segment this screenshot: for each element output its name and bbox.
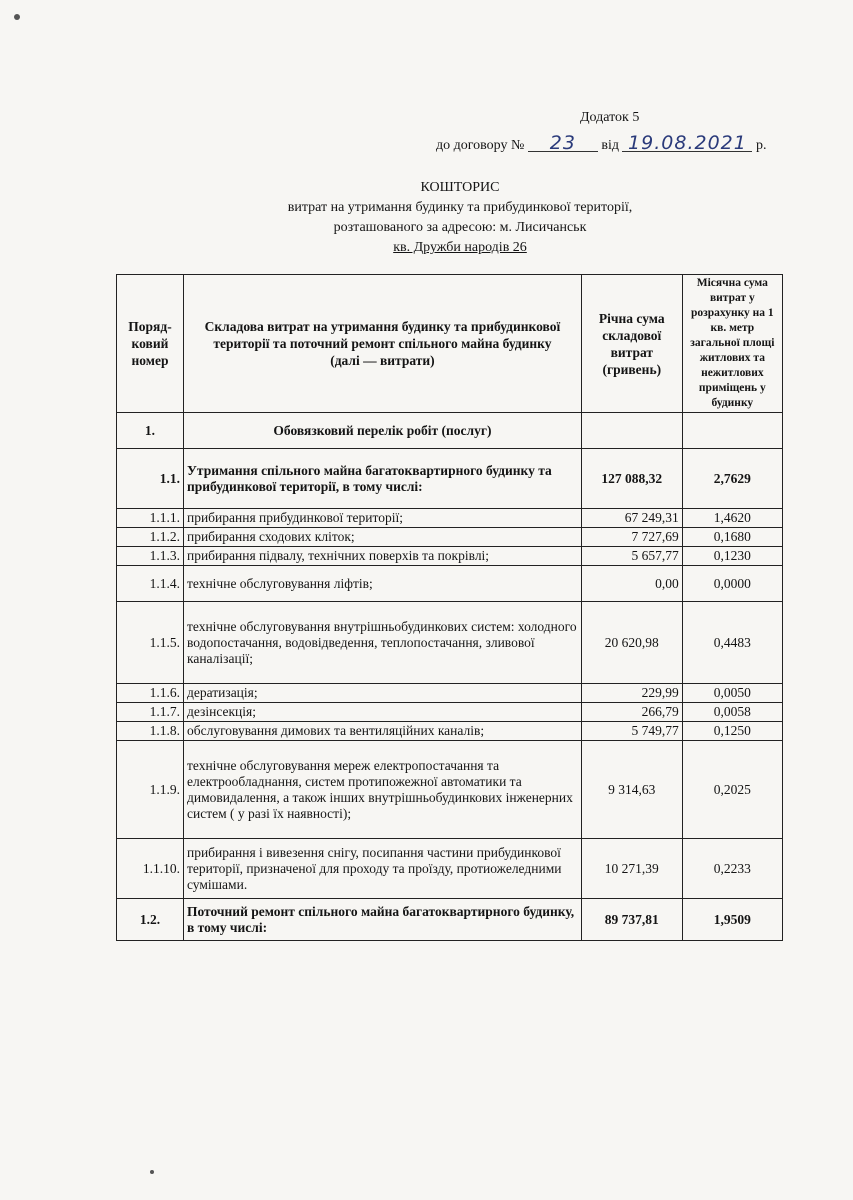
row-annual: 67 249,31 [581,509,682,528]
date-suffix: р. [755,138,767,153]
row-monthly: 2,7629 [682,449,782,509]
contract-line [436,132,767,154]
table-row [117,602,783,684]
scan-speck [150,1170,154,1174]
scan-speck [14,14,20,20]
row-annual: 9 314,63 [581,741,682,839]
row-annual: 10 271,39 [581,839,682,899]
row-monthly: 0,2233 [682,839,782,899]
row-number: 1. [117,413,184,449]
table-row [117,899,783,941]
date-prefix: від [601,138,619,153]
row-monthly: 1,4620 [682,509,782,528]
row-annual: 7 727,69 [581,528,682,547]
table-row [117,528,783,547]
row-monthly: 0,0000 [682,566,782,602]
row-description: Поточний ремонт спільного майна багатоквартирного будинку, в тому числі: [183,899,581,941]
row-number: 1.1.3. [117,547,184,566]
row-number: 1.1.9. [117,741,184,839]
table-row [117,449,783,509]
row-number: 1.1.4. [117,566,184,602]
row-description: технічне обслуговування внутрішньобудинкових систем: холодного водопостачання, водовідведення, теплопостачання, зливової каналізації; [183,602,581,684]
table-row [117,413,783,449]
row-monthly: 0,0058 [682,703,782,722]
row-description: Утримання спільного майна багатоквартирного будинку та прибудинкової території, в тому числі: [183,449,581,509]
row-monthly: 0,4483 [682,602,782,684]
row-monthly: 0,1680 [682,528,782,547]
row-annual: 266,79 [581,703,682,722]
header-description: Складова витрат на утримання будинку та прибудинкової території та поточний ремонт спільного майна будинку (далі — витрати) [183,275,581,413]
row-description: технічне обслуговування ліфтів; [183,566,581,602]
title-subline-1: витрат на утримання будинку та прибудинкової території, [287,200,633,215]
header-annual: Річна сума складової витрат (гривень) [581,275,682,413]
row-monthly: 1,9509 [682,899,782,941]
budget-table [116,274,783,941]
appendix-label: Додаток 5 [580,110,640,125]
row-monthly: 0,1250 [682,722,782,741]
table-row [117,684,783,703]
row-description: Обовязковий перелік робіт (послуг) [183,413,581,449]
row-number: 1.1.2. [117,528,184,547]
row-number: 1.1.6. [117,684,184,703]
row-monthly [682,413,782,449]
title-address [180,238,740,257]
table-row [117,703,783,722]
row-description: технічне обслуговування мереж електропостачання та електрообладнання, систем протипожежної автоматики та димовидалення, а також інших внутрішньобудинкових інженерних систем ( у разі їх наявності); [183,741,581,839]
contract-prefix: до договору № [436,138,525,153]
row-description: дезінсекція; [183,703,581,722]
table-row [117,547,783,566]
row-number: 1.1.10. [117,839,184,899]
row-description: дератизація; [183,684,581,703]
row-number: 1.1. [117,449,184,509]
document-title: КОШТОРИС [420,180,500,195]
row-description: прибирання і вивезення снігу, посипання частини прибудинкової території, призначеної для проходу та проїзду, протиожеледними сумішами. [183,839,581,899]
row-number: 1.2. [117,899,184,941]
table-row [117,566,783,602]
row-annual: 89 737,81 [581,899,682,941]
row-description: прибирання сходових кліток; [183,528,581,547]
contract-date: 19.08.2021 [622,135,752,152]
row-annual: 5 749,77 [581,722,682,741]
row-number: 1.1.5. [117,602,184,684]
row-monthly: 0,2025 [682,741,782,839]
row-number: 1.1.8. [117,722,184,741]
row-annual: 0,00 [581,566,682,602]
row-annual: 229,99 [581,684,682,703]
row-annual: 20 620,98 [581,602,682,684]
table-row [117,509,783,528]
row-number: 1.1.1. [117,509,184,528]
row-description: обслуговування димових та вентиляційних каналів; [183,722,581,741]
table-row [117,839,783,899]
row-annual: 127 088,32 [581,449,682,509]
contract-number: 23 [528,135,598,152]
row-description: прибирання прибудинкової території; [183,509,581,528]
address-text: кв. Дружби народів 26 [393,240,527,255]
table-row [117,722,783,741]
row-monthly: 0,1230 [682,547,782,566]
row-description: прибирання підвалу, технічних поверхів та покрівлі; [183,547,581,566]
header-monthly: Місячна сума витрат у розрахунку на 1 кв. метр загальної площі житлових та нежитлових приміщень у будинку [682,275,782,413]
table-header-row [117,275,783,413]
table-row [117,741,783,839]
row-monthly: 0,0050 [682,684,782,703]
title-subline-2: розташованого за адресою: м. Лисичанськ [333,220,587,235]
header-number: Поряд- ковий номер [117,275,184,413]
row-annual: 5 657,77 [581,547,682,566]
row-number: 1.1.7. [117,703,184,722]
row-annual [581,413,682,449]
